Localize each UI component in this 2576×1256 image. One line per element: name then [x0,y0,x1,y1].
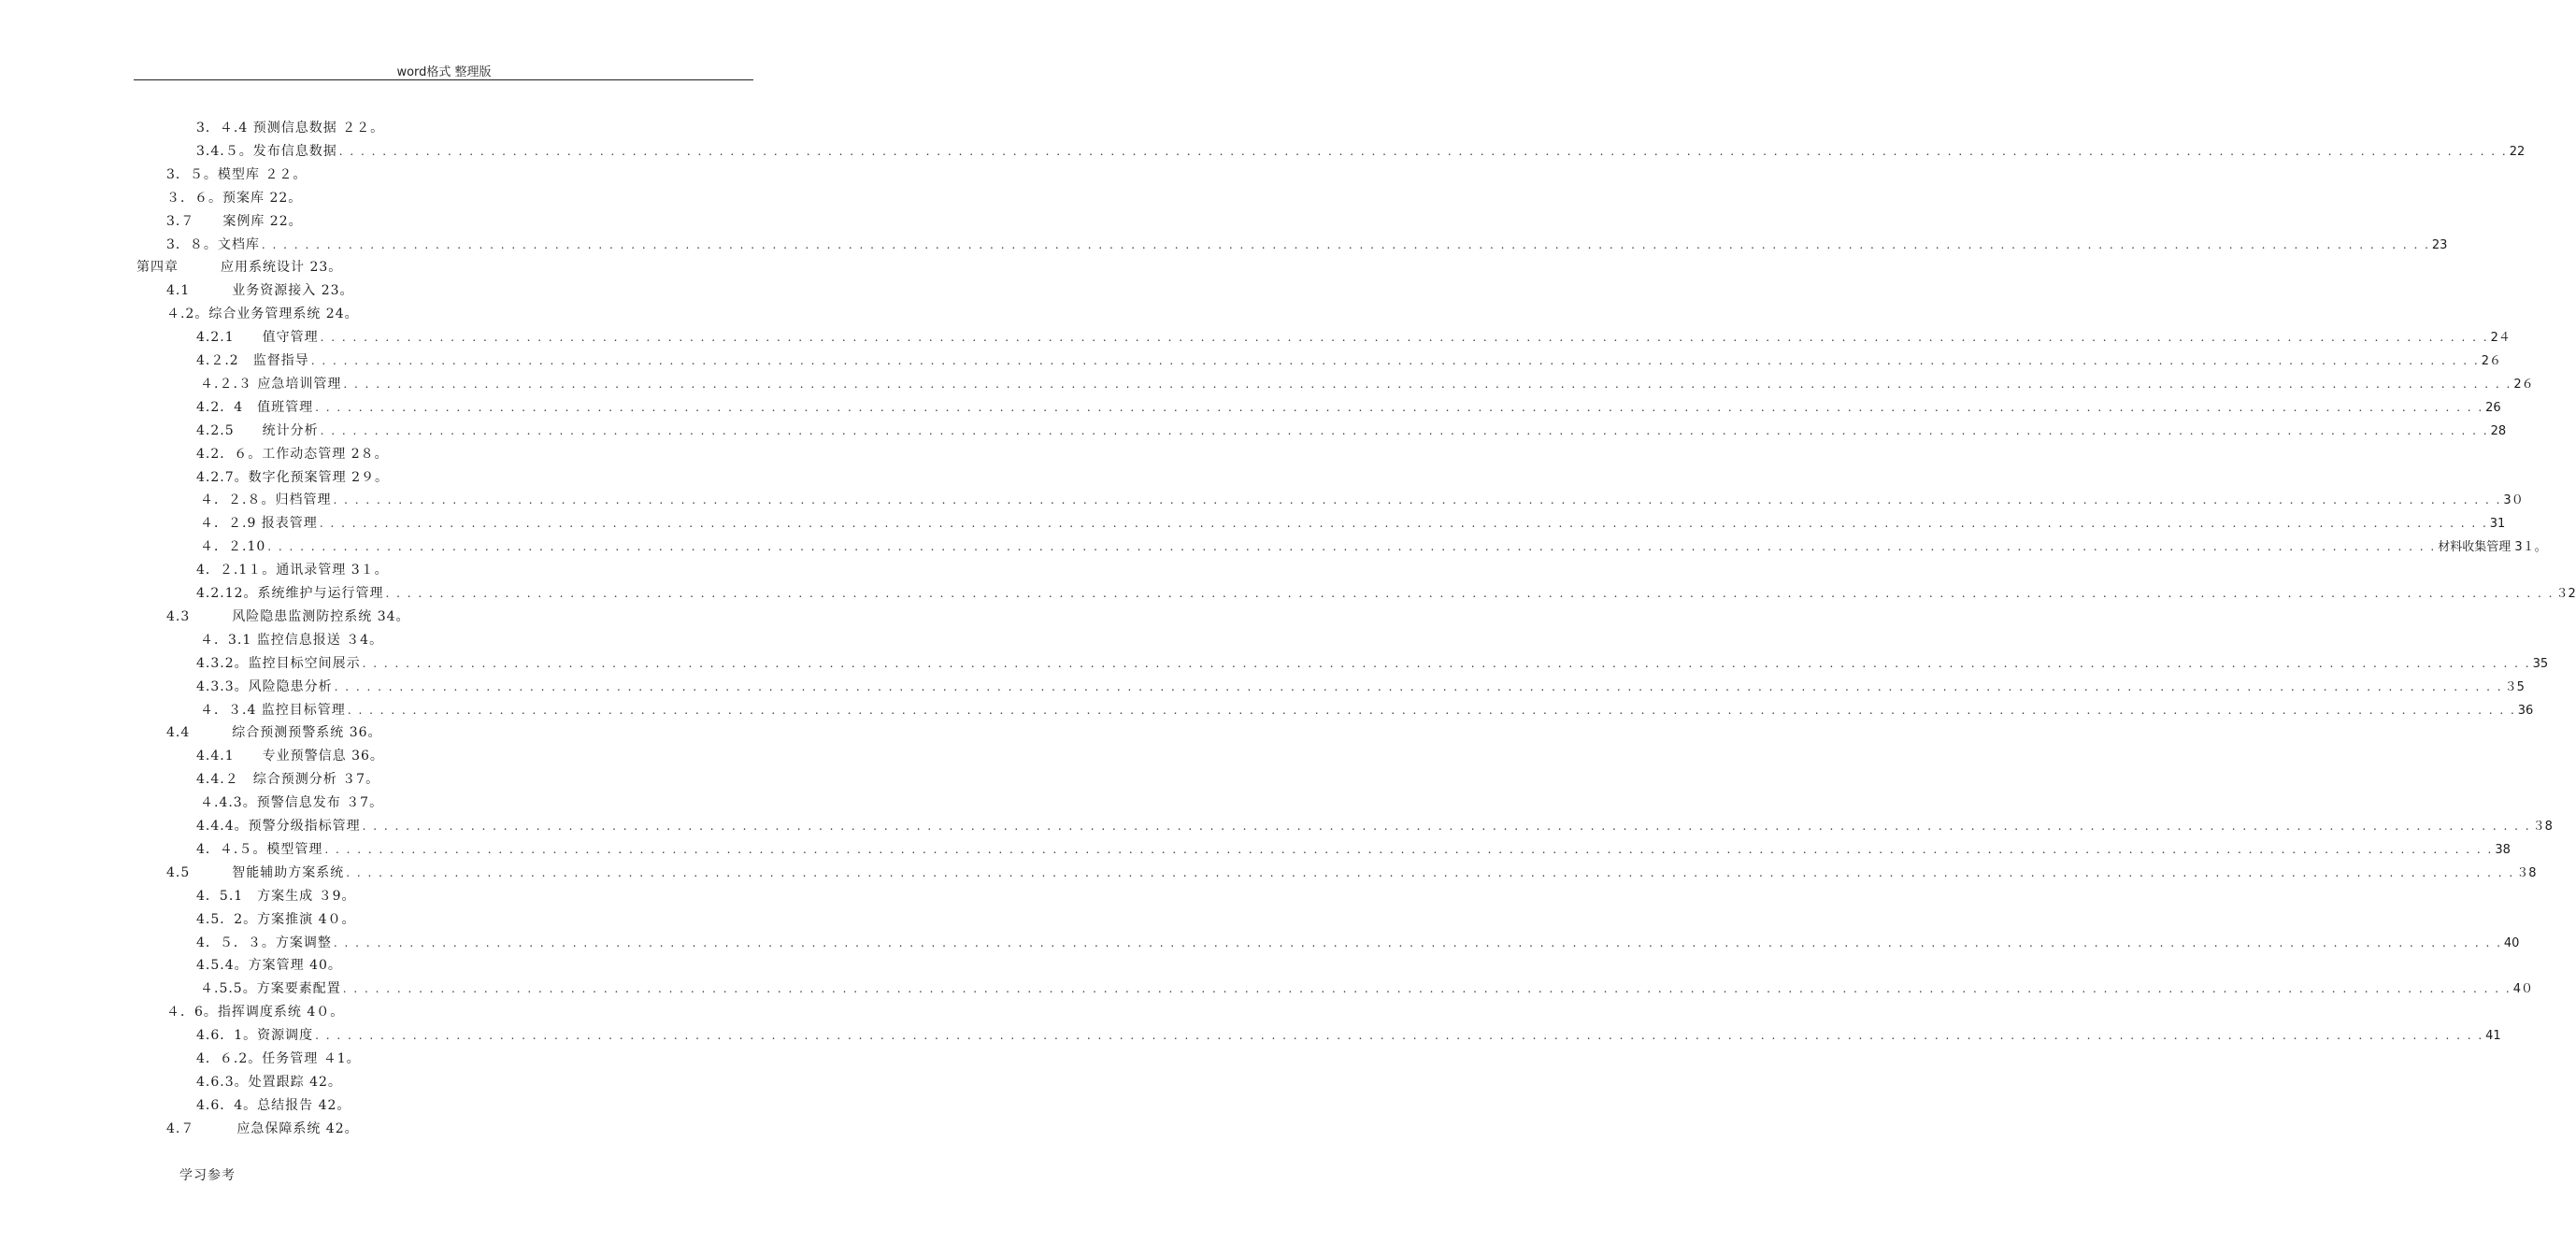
toc-entry-title: 4.4.２ 综合预测分析 ３7。 [196,772,380,788]
toc-entry-title: 4．5.1 方案生成 ３9。 [196,888,356,904]
toc-entry-page: 3０ [2503,493,2524,508]
toc-entry[interactable] [196,118,384,138]
toc-entry-title: 4.5．2。方案推演 4０。 [196,911,356,927]
toc-entry[interactable] [166,211,303,232]
toc-entry-page: 38 [2495,842,2511,857]
toc-entry-title: ４.5.5。方案要素配置 [200,981,341,997]
toc-entry[interactable] [196,909,356,930]
toc-entry[interactable] [166,304,359,324]
toc-entry-title: 4.７ 应急保障系统 42。 [166,1120,359,1136]
toc-entry-title: ４.4.3。预警信息发布 ３7。 [200,795,384,811]
toc-entry-page: 2６ [2481,354,2501,368]
page-header: word格式 整理版 [396,65,492,79]
toc-entry-title: 4.6.3。处置跟踪 42。 [196,1074,342,1090]
toc-dot-leader: . . . . . . . . . . . . . . . . . . . . . . . . . . . . . . . . . . . . . . . . . . . . . . . . . . . . . . . . . . . . . . . . . . . . . . . . . . . . . . . . . . . . . . . . . . . . . . . . . . . . . . . . . . . . . . . . . . . . . . . . . . . . . . . . . . . . . . . . . . . . . . . . . . . . . . . . . . . . . . . . . . . . . . . . . . . . . . . . . . . . . . . . . . . . . . . . . . . . . . . . [334,679,2503,693]
toc-dot-leader: . . . . . . . . . . . . . . . . . . . . . . . . . . . . . . . . . . . . . . . . . . . . . . . . . . . . . . . . . . . . . . . . . . . . . . . . . . . . . . . . . . . . . . . . . . . . . . . . . . . . . . . . . . . . . . . . . . . . . . . . . . . . . . . . . . . . . . . . . . . . . . . . . . . . . . . . . . . . . . . . . . . . . . . . . . . . . . . . . . . . . . . . . . . . . . . . . . . . . . . . [385,587,2555,600]
toc-entry-title: ４．3.1 监控信息报送 ３4。 [200,632,384,648]
toc-entry[interactable] [166,164,307,185]
toc-entry[interactable] [200,513,2506,534]
toc-dot-leader: . . . . . . . . . . . . . . . . . . . . . . . . . . . . . . . . . . . . . . . . . . . . . . . . . . . . . . . . . . . . . . . . . . . . . . . . . . . . . . . . . . . . . . . . . . . . . . . . . . . . . . . . . . . . . . . . . . . . . . . . . . . . . . . . . . . . . . . . . . . . . . . . . . . . . . . . . . . . . . . . . . . . . . . . . . . . . . . . . . . . . . . . . . . . . . . . . . . . . . . . [342,982,2512,996]
toc-dot-leader: . . . . . . . . . . . . . . . . . . . . . . . . . . . . . . . . . . . . . . . . . . . . . . . . . . . . . . . . . . . . . . . . . . . . . . . . . . . . . . . . . . . . . . . . . . . . . . . . . . . . . . . . . . . . . . . . . . . . . . . . . . . . . . . . . . . . . . . . . . . . . . . . . . . . . . . . . . . . . . . . . . . . . . . . . . . . . . . . . . . . . . . . . . . . . . . . . . . . . . . . [346,865,2515,879]
toc-entry-title: 4.1 业务资源接入 23。 [166,283,354,299]
toc-dot-leader: . . . . . . . . . . . . . . . . . . . . . . . . . . . . . . . . . . . . . . . . . . . . . . . . . . . . . . . . . . . . . . . . . . . . . . . . . . . . . . . . . . . . . . . . . . . . . . . . . . . . . . . . . . . . . . . . . . . . . . . . . . . . . . . . . . . . . . . . . . . . . . . . . . . . . . . . . . . . . . . . . . . . . . . . . . . . . . . . . . . . . . . . . . . . . . . . . . . . . . . . [319,517,2488,531]
page-footer: 学习参考 [179,1168,236,1183]
toc-entry[interactable] [200,700,2534,721]
toc-entry-title: ４.2。综合业务管理系统 24。 [166,307,359,322]
toc-entry-title: 4.6．4。总结报告 42。 [196,1097,351,1113]
toc-entry[interactable] [196,421,2507,441]
toc-entry-page: ３8 [2532,820,2553,834]
toc-entry[interactable] [196,1095,351,1116]
toc-entry-title: ４．３.4 监控目标管理 [200,702,346,718]
toc-entry[interactable] [196,560,389,580]
toc-entry-title: ４．２.８。归档管理 [200,492,332,508]
toc-entry-page: ３2 [2555,587,2576,601]
toc-entry-title: 4.3.2。监控目标空间展示 [196,655,361,671]
toc-entry-title: ４．２.10 [200,539,266,555]
toc-entry[interactable] [166,235,2448,255]
toc-dot-leader: . . . . . . . . . . . . . . . . . . . . . . . . . . . . . . . . . . . . . . . . . . . . . . . . . . . . . . . . . . . . . . . . . . . . . . . . . . . . . . . . . . . . . . . . . . . . . . . . . . . . . . . . . . . . . . . . . . . . . . . . . . . . . . . . . . . . . . . . . . . . . . . . . . . . . . . . . . . . . . . . . . . . . . . . . . . . . . . . . . . . . . . . . . . . . . . . . . . . . . . . [338,144,2508,158]
toc-entry[interactable] [166,863,2537,883]
toc-entry-title: 3.4.５。发布信息数据 [196,143,337,159]
toc-entry-page: 22 [2509,144,2526,159]
toc-entry-title: 4.2．4 值班管理 [196,399,314,415]
toc-entry[interactable] [166,607,410,627]
toc-entry[interactable] [200,978,2533,999]
toc-dot-leader: . . . . . . . . . . . . . . . . . . . . . . . . . . . . . . . . . . . . . . . . . . . . . . . . . . . . . . . . . . . . . . . . . . . . . . . . . . . . . . . . . . . . . . . . . . . . . . . . . . . . . . . . . . . . . . . . . . . . . . . . . . . . . . . . . . . . . . . . . . . . . . . . . . . . . . . . . . . . . . . . . . . . . . . . . . . . . . . . . . . . . . . . . . . . . . . . . . . . . . . . [324,842,2494,856]
toc-entry[interactable] [196,444,389,464]
toc-entry[interactable] [196,816,2553,836]
toc-entry[interactable] [196,1025,2501,1046]
toc-entry-title: 4．５．３。方案调整 [196,935,332,950]
toc-entry-title: 4.2.5 统计分析 [196,422,319,438]
toc-entry-title: 4.2.1 值守管理 [196,330,319,346]
toc-entry-title: 4.4 综合预测预警系统 36。 [166,725,382,741]
toc-entry-title: 4.5 智能辅助方案系统 [166,864,345,880]
toc-dot-leader: . . . . . . . . . . . . . . . . . . . . . . . . . . . . . . . . . . . . . . . . . . . . . . . . . . . . . . . . . . . . . . . . . . . . . . . . . . . . . . . . . . . . . . . . . . . . . . . . . . . . . . . . . . . . . . . . . . . . . . . . . . . . . . . . . . . . . . . . . . . . . . . . . . . . . . . . . . . . . . . . . . . . . . . . . . . . . . . . . . . . . . . . . . . . . . . . . . . . . . . . [343,377,2512,391]
toc-entry-title: 3．４.4 预测信息数据 ２２。 [196,121,385,136]
toc-entry-title: 3．８。文档库 [166,236,260,252]
toc-dot-leader: . . . . . . . . . . . . . . . . . . . . . . . . . . . . . . . . . . . . . . . . . . . . . . . . . . . . . . . . . . . . . . . . . . . . . . . . . . . . . . . . . . . . . . . . . . . . . . . . . . . . . . . . . . . . . . . . . . . . . . . . . . . . . . . . . . . . . . . . . . . . . . . . . . . . . . . . . . . . . . . . . . . . . . . . . . . . . . . . . . . . . . . . . . . . . . . . . . . . . . . . [347,703,2516,717]
toc-entry[interactable] [196,350,2501,371]
toc-dot-leader: . . . . . . . . . . . . . . . . . . . . . . . . . . . . . . . . . . . . . . . . . . . . . . . . . . . . . . . . . . . . . . . . . . . . . . . . . . . . . . . . . . . . . . . . . . . . . . . . . . . . . . . . . . . . . . . . . . . . . . . . . . . . . . . . . . . . . . . . . . . . . . . . . . . . . . . . . . . . . . . . . . . . . . . . . . . . . . . . . . . . . . . . . . . . . . . . . . . . . . . . [267,540,2437,554]
toc-entry-title: 第四章 应用系统设计 23。 [136,260,343,276]
toc-dot-leader: . . . . . . . . . . . . . . . . . . . . . . . . . . . . . . . . . . . . . . . . . . . . . . . . . . . . . . . . . . . . . . . . . . . . . . . . . . . . . . . . . . . . . . . . . . . . . . . . . . . . . . . . . . . . . . . . . . . . . . . . . . . . . . . . . . . . . . . . . . . . . . . . . . . . . . . . . . . . . . . . . . . . . . . . . . . . . . . . . . . . . . . . . . . . . . . . . . . . . . . . [315,400,2484,414]
toc-entry[interactable] [196,653,2549,674]
toc-entry-page: 26 [2485,400,2501,415]
toc-entry-title: 4．２.1１。通讯录管理 3１。 [196,563,389,578]
toc-dot-leader: . . . . . . . . . . . . . . . . . . . . . . . . . . . . . . . . . . . . . . . . . . . . . . . . . . . . . . . . . . . . . . . . . . . . . . . . . . . . . . . . . . . . . . . . . . . . . . . . . . . . . . . . . . . . . . . . . . . . . . . . . . . . . . . . . . . . . . . . . . . . . . . . . . . . . . . . . . . . . . . . . . . . . . . . . . . . . . . . . . . . . . . . . . . . . . . . . . . . . . . . [310,354,2480,367]
toc-entry[interactable] [166,188,302,208]
toc-entry-page: ３5 [2504,679,2525,694]
toc-entry-page: 28 [2490,423,2507,438]
toc-entry-page: 31 [2489,517,2506,532]
toc-entry-title: 4.3.3。风险隐患分析 [196,678,333,694]
toc-entry[interactable] [166,1119,359,1139]
toc-entry[interactable] [136,257,342,278]
header-rule [134,79,753,80]
toc-entry[interactable] [166,722,382,743]
toc-entry-page: 2６ [2513,377,2534,392]
toc-entry[interactable] [200,792,383,813]
toc-entry[interactable] [196,769,379,790]
toc-dot-leader: . . . . . . . . . . . . . . . . . . . . . . . . . . . . . . . . . . . . . . . . . . . . . . . . . . . . . . . . . . . . . . . . . . . . . . . . . . . . . . . . . . . . . . . . . . . . . . . . . . . . . . . . . . . . . . . . . . . . . . . . . . . . . . . . . . . . . . . . . . . . . . . . . . . . . . . . . . . . . . . . . . . . . . . . . . . . . . . . . . . . . . . . . . . . . . . . . . . . . . . . [320,331,2489,345]
toc-dot-leader: . . . . . . . . . . . . . . . . . . . . . . . . . . . . . . . . . . . . . . . . . . . . . . . . . . . . . . . . . . . . . . . . . . . . . . . . . . . . . . . . . . . . . . . . . . . . . . . . . . . . . . . . . . . . . . . . . . . . . . . . . . . . . . . . . . . . . . . . . . . . . . . . . . . . . . . . . . . . . . . . . . . . . . . . . . . . . . . . . . . . . . . . . . . . . . . . . . . . . . . . [333,935,2502,949]
toc-entry-page: 36 [2517,703,2534,718]
toc-dot-leader: . . . . . . . . . . . . . . . . . . . . . . . . . . . . . . . . . . . . . . . . . . . . . . . . . . . . . . . . . . . . . . . . . . . . . . . . . . . . . . . . . . . . . . . . . . . . . . . . . . . . . . . . . . . . . . . . . . . . . . . . . . . . . . . . . . . . . . . . . . . . . . . . . . . . . . . . . . . . . . . . . . . . . . . . . . . . . . . . . . . . . . . . . . . . . . . . . . . . . . . . [315,1029,2484,1043]
toc-entry[interactable] [196,467,389,488]
toc-entry[interactable] [196,327,2511,348]
toc-entry-page: ３8 [2516,865,2537,880]
toc-entry[interactable] [196,839,2511,860]
toc-entry-title: ３．６。预案库 22。 [166,190,303,206]
toc-entry-page: 2４ [2490,331,2511,346]
toc-dot-leader: . . . . . . . . . . . . . . . . . . . . . . . . . . . . . . . . . . . . . . . . . . . . . . . . . . . . . . . . . . . . . . . . . . . . . . . . . . . . . . . . . . . . . . . . . . . . . . . . . . . . . . . . . . . . . . . . . . . . . . . . . . . . . . . . . . . . . . . . . . . . . . . . . . . . . . . . . . . . . . . . . . . . . . . . . . . . . . . . . . . . . . . . . . . . . . . . . . . . . . . . [320,423,2489,437]
toc-entry[interactable] [196,955,342,976]
toc-entry[interactable] [196,1072,342,1092]
toc-entry-title: 4.4.4。预警分级指标管理 [196,819,361,834]
toc-entry-title: ４．6。指挥调度系统 4０。 [166,1005,345,1020]
toc-entry-title: 4.2．６。工作动态管理 2８。 [196,446,389,462]
toc-entry-title: ４．２.9 报表管理 [200,516,318,532]
toc-entry[interactable] [196,141,2526,162]
toc-entry[interactable] [196,583,2576,604]
toc-entry-title: 3．５。模型库 ２２。 [166,166,308,182]
toc-entry-title: 3.７ 案例库 22。 [166,213,303,229]
toc-entry[interactable] [196,886,356,906]
toc-entry-title: 4．４.５。模型管理 [196,841,323,857]
toc-entry-title: 4.2.12。系统维护与运行管理 [196,586,384,601]
toc-entry-page: 4０ [2512,982,2533,997]
toc-entry-page: 材料收集管理 3１。 [2438,540,2547,555]
toc-entry-title: 4.6．1。资源调度 [196,1028,314,1044]
toc-entry[interactable] [196,746,384,766]
toc-entry[interactable] [196,397,2501,418]
toc-entry-page: 23 [2431,237,2448,252]
toc-dot-leader: . . . . . . . . . . . . . . . . . . . . . . . . . . . . . . . . . . . . . . . . . . . . . . . . . . . . . . . . . . . . . . . . . . . . . . . . . . . . . . . . . . . . . . . . . . . . . . . . . . . . . . . . . . . . . . . . . . . . . . . . . . . . . . . . . . . . . . . . . . . . . . . . . . . . . . . . . . . . . . . . . . . . . . . . . . . . . . . . . . . . . . . . . . . . . . . . . . . . . . . . [261,237,2430,251]
toc-entry[interactable] [166,280,354,301]
toc-dot-leader: . . . . . . . . . . . . . . . . . . . . . . . . . . . . . . . . . . . . . . . . . . . . . . . . . . . . . . . . . . . . . . . . . . . . . . . . . . . . . . . . . . . . . . . . . . . . . . . . . . . . . . . . . . . . . . . . . . . . . . . . . . . . . . . . . . . . . . . . . . . . . . . . . . . . . . . . . . . . . . . . . . . . . . . . . . . . . . . . . . . . . . . . . . . . . . . . . . . . . . . . [362,820,2531,833]
toc-entry-title: 4.２.2 监督指导 [196,353,309,368]
toc-entry[interactable] [200,374,2534,394]
toc-entry-title: 4．６.2。任务管理 ４1。 [196,1051,361,1066]
toc-entry-title: 4.3 风险隐患监测防控系统 34。 [166,608,410,624]
toc-entry[interactable] [196,933,2520,953]
toc-entry[interactable] [200,490,2524,510]
toc-entry-title: 4.2.7。数字化预案管理 2９。 [196,469,389,485]
toc-dot-leader: . . . . . . . . . . . . . . . . . . . . . . . . . . . . . . . . . . . . . . . . . . . . . . . . . . . . . . . . . . . . . . . . . . . . . . . . . . . . . . . . . . . . . . . . . . . . . . . . . . . . . . . . . . . . . . . . . . . . . . . . . . . . . . . . . . . . . . . . . . . . . . . . . . . . . . . . . . . . . . . . . . . . . . . . . . . . . . . . . . . . . . . . . . . . . . . . . . . . . . . . [362,656,2531,670]
toc-entry-title: 4.4.1 专业预警信息 36。 [196,749,384,764]
toc-entry-title: ４.２.３ 应急培训管理 [200,376,342,392]
toc-entry[interactable] [196,1049,361,1069]
toc-entry[interactable] [196,677,2525,697]
toc-entry[interactable] [166,1002,344,1022]
toc-entry-page: 40 [2503,935,2520,950]
toc-entry-title: 4.5.4。方案管理 40。 [196,958,342,974]
toc-dot-leader: . . . . . . . . . . . . . . . . . . . . . . . . . . . . . . . . . . . . . . . . . . . . . . . . . . . . . . . . . . . . . . . . . . . . . . . . . . . . . . . . . . . . . . . . . . . . . . . . . . . . . . . . . . . . . . . . . . . . . . . . . . . . . . . . . . . . . . . . . . . . . . . . . . . . . . . . . . . . . . . . . . . . . . . . . . . . . . . . . . . . . . . . . . . . . . . . . . . . . . . . [333,493,2502,507]
toc-entry[interactable] [200,630,383,650]
toc-entry-page: 41 [2485,1029,2501,1044]
toc-entry[interactable] [200,536,2547,557]
toc-entry-page: 35 [2532,656,2549,671]
